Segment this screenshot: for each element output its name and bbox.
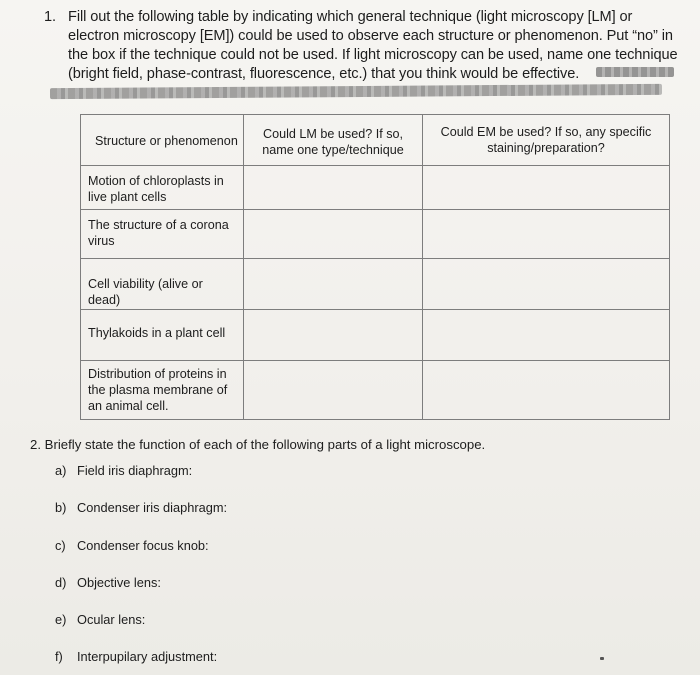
question-2-number: 2. <box>30 437 41 452</box>
part-label: b) <box>55 500 67 515</box>
em-answer-cell[interactable] <box>423 361 670 420</box>
lm-answer-cell[interactable] <box>244 166 423 210</box>
part-label: f) <box>55 649 63 664</box>
table-header-row <box>81 115 670 166</box>
part-text: Condenser focus knob: <box>77 538 209 553</box>
part-text: Interpupilary adjustment: <box>77 649 218 664</box>
question-2 <box>30 437 485 452</box>
part-c <box>55 538 209 553</box>
part-text: Objective lens: <box>77 575 161 590</box>
part-text: Field iris diaphragm: <box>77 463 193 478</box>
em-answer-cell[interactable] <box>423 259 670 310</box>
structure-cell: Distribution of proteins in the plasma membrane of an animal cell. <box>81 361 244 420</box>
header-em: Could EM be used? If so, any specific staining/preparation? <box>423 115 670 166</box>
question-1 <box>44 8 684 84</box>
part-d <box>55 575 161 590</box>
table-row <box>81 259 670 310</box>
em-answer-cell[interactable] <box>423 166 670 210</box>
question-2-text: Briefly state the function of each of the following parts of a light microscope. <box>44 437 486 452</box>
header-lm: Could LM be used? If so, name one type/technique <box>244 115 423 166</box>
pencil-mark <box>600 657 604 660</box>
technique-table <box>80 114 670 420</box>
table-row <box>81 310 670 361</box>
structure-cell: Cell viability (alive or dead) <box>81 259 244 310</box>
part-text: Ocular lens: <box>77 612 146 627</box>
em-answer-cell[interactable] <box>423 210 670 259</box>
question-1-number: 1. <box>44 9 56 25</box>
part-label: e) <box>55 612 67 627</box>
lm-answer-cell[interactable] <box>244 259 423 310</box>
part-f <box>55 649 217 664</box>
em-answer-cell[interactable] <box>423 310 670 361</box>
structure-cell: Thylakoids in a plant cell <box>81 310 244 361</box>
lm-answer-cell[interactable] <box>244 361 423 420</box>
lm-answer-cell[interactable] <box>244 210 423 259</box>
part-b <box>55 500 227 515</box>
part-text: Condenser iris diaphragm: <box>77 500 228 515</box>
part-e <box>55 612 145 627</box>
header-structure: Structure or phenomenon <box>81 115 244 166</box>
part-label: c) <box>55 538 66 553</box>
part-label: a) <box>55 463 67 478</box>
part-label: d) <box>55 575 67 590</box>
lm-answer-cell[interactable] <box>244 310 423 361</box>
table-row <box>81 166 670 210</box>
redaction-strikethrough <box>50 84 662 99</box>
table-row <box>81 361 670 420</box>
table-row <box>81 210 670 259</box>
question-1-text: Fill out the following table by indicating which general technique (light microscopy [LM] or electron microscopy [EM]) could be used to observe each structure or phenomenon. Put “no” in the box if the technique could not be used. If light microscopy can be used, name one technique (bright field, phase-contrast, fluorescence, etc.) that you think would be effective. <box>68 9 678 82</box>
structure-cell: Motion of chloroplasts in live plant cells <box>81 166 244 210</box>
part-a <box>55 463 192 478</box>
structure-cell: The structure of a corona virus <box>81 210 244 259</box>
redaction-mark <box>596 67 674 77</box>
